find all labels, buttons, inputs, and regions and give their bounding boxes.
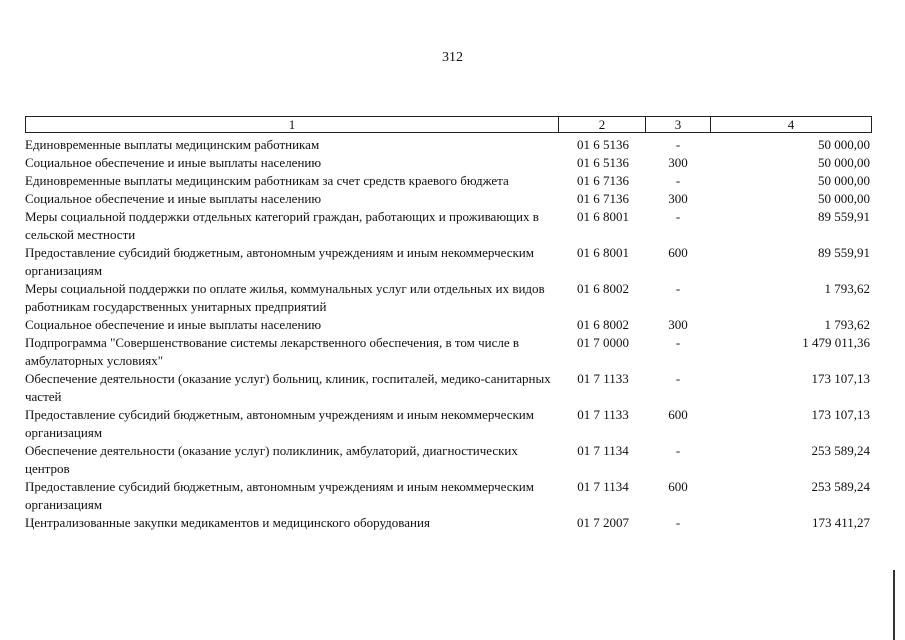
table-row bbox=[25, 154, 870, 172]
row-code: 01 6 8002 bbox=[577, 317, 629, 332]
row-name: Предоставление субсидий бюджетным, автономным учреждениям и иным некоммерческим организациям bbox=[25, 479, 534, 512]
row-code: 01 6 5136 bbox=[577, 137, 629, 152]
row-code: 01 6 8001 bbox=[577, 209, 629, 224]
row-type: - bbox=[675, 515, 681, 530]
row-type: 600 bbox=[668, 245, 688, 260]
row-sum: 173 411,27 bbox=[811, 515, 870, 530]
row-code: 01 6 5136 bbox=[577, 155, 629, 170]
row-sum: 50 000,00 bbox=[818, 191, 870, 206]
row-type: - bbox=[675, 173, 681, 188]
table-row bbox=[25, 136, 870, 154]
scan-edge-line bbox=[893, 570, 895, 640]
row-code: 01 7 2007 bbox=[577, 515, 629, 530]
row-name: Социальное обеспечение и иные выплаты населению bbox=[25, 155, 322, 170]
column-header-table bbox=[25, 116, 872, 133]
row-type: 300 bbox=[668, 317, 688, 332]
row-type: - bbox=[675, 335, 681, 350]
row-type: 600 bbox=[668, 407, 688, 422]
row-type: 300 bbox=[668, 191, 688, 206]
row-type: - bbox=[675, 137, 681, 152]
row-sum: 1 793,62 bbox=[824, 317, 870, 332]
row-code: 01 7 1134 bbox=[577, 479, 629, 494]
row-sum: 173 107,13 bbox=[811, 407, 870, 422]
row-type: 600 bbox=[668, 479, 688, 494]
table-row bbox=[25, 370, 870, 406]
column-header-4: 4 bbox=[711, 117, 872, 133]
row-sum: 89 559,91 bbox=[818, 209, 870, 224]
table-row bbox=[25, 280, 870, 316]
page-number: 312 bbox=[442, 50, 463, 65]
row-code: 01 6 7136 bbox=[577, 191, 629, 206]
row-name: Подпрограмма "Совершенствование системы лекарственного обеспечения, в том числе в амбулаторных условиях" bbox=[25, 335, 519, 368]
row-name: Обеспечение деятельности (оказание услуг) больниц, клиник, госпиталей, медико-санитарных частей bbox=[25, 371, 551, 404]
row-code: 01 7 1134 bbox=[577, 443, 629, 458]
row-name: Единовременные выплаты медицинским работникам bbox=[25, 137, 320, 152]
row-name: Меры социальной поддержки отдельных категорий граждан, работающих и проживающих в сельской местности bbox=[25, 209, 539, 242]
row-type: - bbox=[675, 281, 681, 296]
column-header-1: 1 bbox=[26, 117, 559, 133]
row-sum: 50 000,00 bbox=[818, 173, 870, 188]
row-sum: 50 000,00 bbox=[818, 137, 870, 152]
row-name: Социальное обеспечение и иные выплаты населению bbox=[25, 191, 322, 206]
row-name: Предоставление субсидий бюджетным, автономным учреждениям и иным некоммерческим организациям bbox=[25, 245, 534, 278]
row-code: 01 6 8001 bbox=[577, 245, 629, 260]
table-row bbox=[25, 406, 870, 442]
budget-table-body bbox=[25, 136, 870, 532]
table-row bbox=[25, 208, 870, 244]
table-row bbox=[25, 172, 870, 190]
row-code: 01 6 8002 bbox=[577, 281, 629, 296]
row-sum: 253 589,24 bbox=[811, 479, 870, 494]
row-name: Предоставление субсидий бюджетным, автономным учреждениям и иным некоммерческим организациям bbox=[25, 407, 534, 440]
row-code: 01 7 1133 bbox=[577, 371, 629, 386]
row-sum: 173 107,13 bbox=[811, 371, 870, 386]
row-type: - bbox=[675, 443, 681, 458]
table-row bbox=[25, 190, 870, 208]
row-type: 300 bbox=[668, 155, 688, 170]
row-type: - bbox=[675, 209, 681, 224]
column-header-3: 3 bbox=[646, 117, 711, 133]
row-name: Единовременные выплаты медицинским работникам за счет средств краевого бюджета bbox=[25, 173, 509, 188]
row-sum: 253 589,24 bbox=[811, 443, 870, 458]
table-row bbox=[25, 514, 870, 532]
row-sum: 89 559,91 bbox=[818, 245, 870, 260]
row-type: - bbox=[675, 371, 681, 386]
table-row bbox=[25, 442, 870, 478]
column-header-2: 2 bbox=[559, 117, 646, 133]
table-row bbox=[25, 478, 870, 514]
row-name: Централизованные закупки медикаментов и медицинского оборудования bbox=[25, 515, 430, 530]
row-sum: 1 793,62 bbox=[824, 281, 870, 296]
row-code: 01 7 0000 bbox=[577, 335, 629, 350]
row-name: Социальное обеспечение и иные выплаты населению bbox=[25, 317, 322, 332]
table-row bbox=[25, 316, 870, 334]
row-name: Обеспечение деятельности (оказание услуг) поликлиник, амбулаторий, диагностических центров bbox=[25, 443, 518, 476]
row-code: 01 6 7136 bbox=[577, 173, 629, 188]
row-sum: 1 479 011,36 bbox=[802, 335, 870, 350]
table-row bbox=[25, 334, 870, 370]
row-code: 01 7 1133 bbox=[577, 407, 629, 422]
table-row bbox=[25, 244, 870, 280]
row-sum: 50 000,00 bbox=[818, 155, 870, 170]
row-name: Меры социальной поддержки по оплате жилья, коммунальных услуг или отдельных их видов работникам государственных унитарных предприятий bbox=[25, 281, 545, 314]
